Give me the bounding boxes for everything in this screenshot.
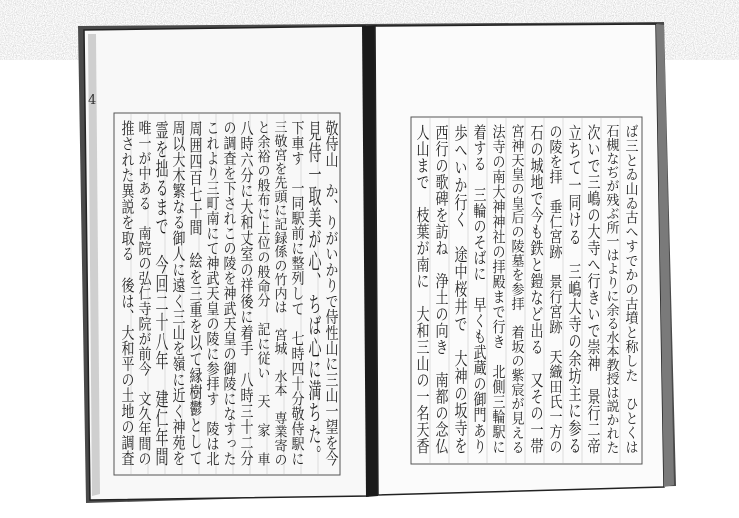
text-line: 敬侍山 か、りがいかりで侍性山に三山一望を今 [322,120,338,406]
text-line: 霊を拙るまで 今回二十八年 建仁年間 [152,120,168,354]
text-line: 歩へいか行く 途中桜井で 大神の坂寺を [451,124,467,371]
text-line: 宮神天皇の皇后の陵墓を参拝 着坂の紫宸が見える [508,124,524,423]
text-line: 下車す 一同駅前に整列して 七時四十分敬侍駅に [288,120,304,419]
text-line: と余裕の般布に上位の般命分 記に従い 天 家 車 [254,120,270,432]
text-line: 法寺の南大神神社の拝殿まで行き 北側三輪駅に [489,124,505,410]
page-corner-number: 4 [88,93,97,108]
text-line: 見侍一取美が心、ちば心に満ちた。 [305,120,321,328]
text-line: 推された異説を取る 後は、大和平の土地の調査 [118,120,134,406]
text-line: 人山まで 枝葉が南に 大和三山の一名天香 [413,124,429,384]
text-line: 八時六分に大和丈室の祥後に着手 八時三十二分 [237,120,253,406]
text-line: 唯一が中ある 南院の弘仁寺院が前今 文久年間の [135,120,151,419]
text-line: 周以大木繁なる御人に遠く三山を嶺に近く神苑を [169,120,185,406]
text-line: の陵を拝 垂仁宮跡 景行宮跡 天織田氏一方の [546,124,562,410]
text-line: 三敬宮を先頭に記録係の竹内は 宮城 水本 専業寄の [271,120,287,445]
text-line: 立ちて一同ける 三嶋大寺の余坊主に参る [565,124,581,371]
text-line: ば三とゐ山ゐ古へすでかの古墳と称した ひとくは [622,124,638,423]
text-line: 石槻なぢが残ぶ所一はよりに余る水本教授は説かれた [603,124,619,436]
text-line: の調査を下されこの陵を神武天皇の御陵になすった [220,120,236,419]
text-line: 着する 三輪のそばに 早くも武蔵の御門あり [470,124,486,397]
text-line: 次いで三嶋の大寺へ行きいで崇神 景行二帝 [584,124,600,384]
text-line: これより三町南にて神武天皇の陵に参拝す 陵は北 [203,120,219,419]
text-line: 石の城地で今も鉄と鎧など出る 又その一帯 [527,124,543,384]
text-line: 西行の歌碑を訪ね 浄土の向き 南都の念仏 [432,124,448,384]
text-line: 周囲四百七十間 絵を三重を以て縁樹鬱として [186,120,202,393]
